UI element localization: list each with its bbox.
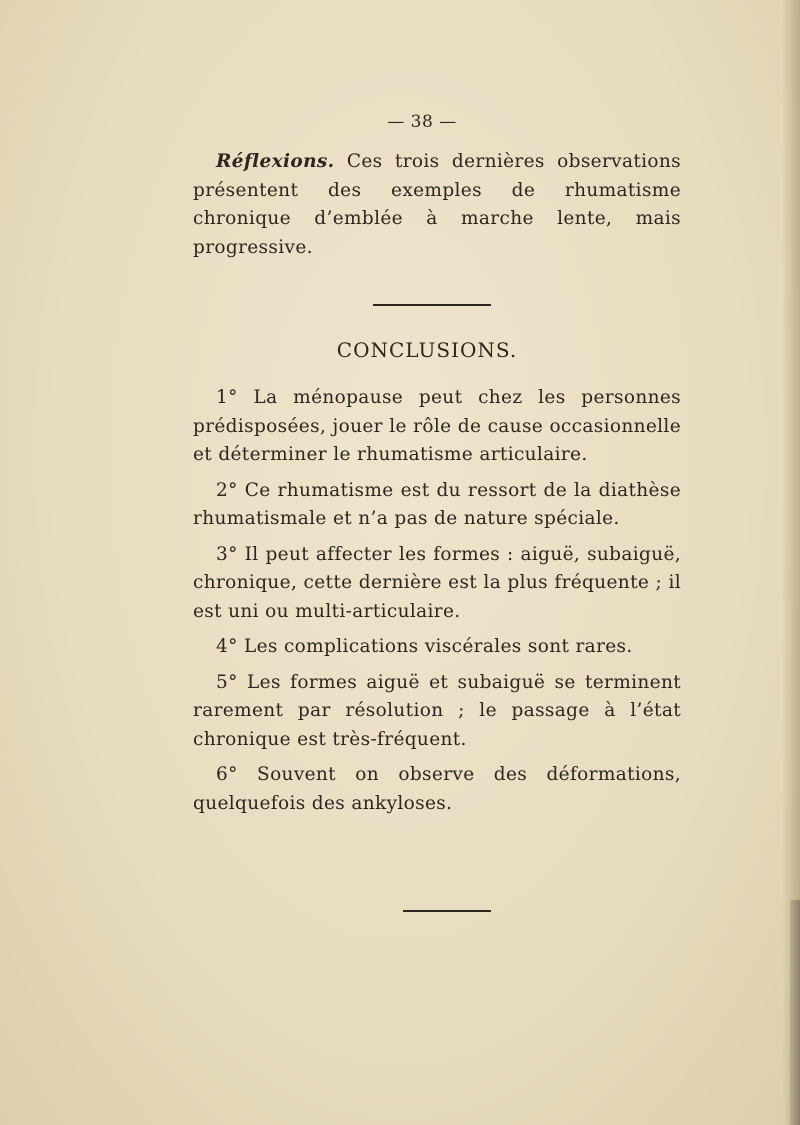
end-divider (403, 910, 491, 912)
reflexions-label: Réflexions. (216, 151, 335, 172)
page-content (193, 112, 681, 912)
conclusions-heading: CONCLUSIONS. (336, 338, 518, 362)
section-divider (373, 304, 491, 306)
reflexions-text: Ces trois dernières observations présentent des exemples de rhumatisme chronique d’emblée à marche lente, mais progressive. (193, 151, 681, 258)
conclusion-item-5: 5° Les formes aiguë et subaiguë se terminent rarement par résolution ; le passage à l’état chronique est très-fréquent. (193, 671, 681, 750)
conclusion-item-6: 6° Souvent on observe des déformations, quelquefois des ankyloses. (193, 764, 681, 814)
conclusion-item-4: 4° Les complications viscérales sont rares. (216, 636, 633, 657)
page-number: — 38 — (387, 112, 457, 132)
conclusion-item-1: 1° La ménopause peut chez les personnes prédisposées, jouer le rôle de cause occasionnelle et déterminer le rhumatisme articulaire. (193, 387, 681, 465)
conclusion-item-3: 3° Il peut affecter les formes : aiguë, subaiguë, chronique, cette dernière est la plus fréquente ; il est uni ou multi-articulaire. (193, 543, 681, 622)
reflexions-paragraph (193, 148, 681, 262)
binding-edge (790, 900, 800, 1125)
conclusion-item-2: 2° Ce rhumatisme est du ressort de la diathèse rhumatismale et n’a pas de nature spéciale. (193, 479, 681, 529)
